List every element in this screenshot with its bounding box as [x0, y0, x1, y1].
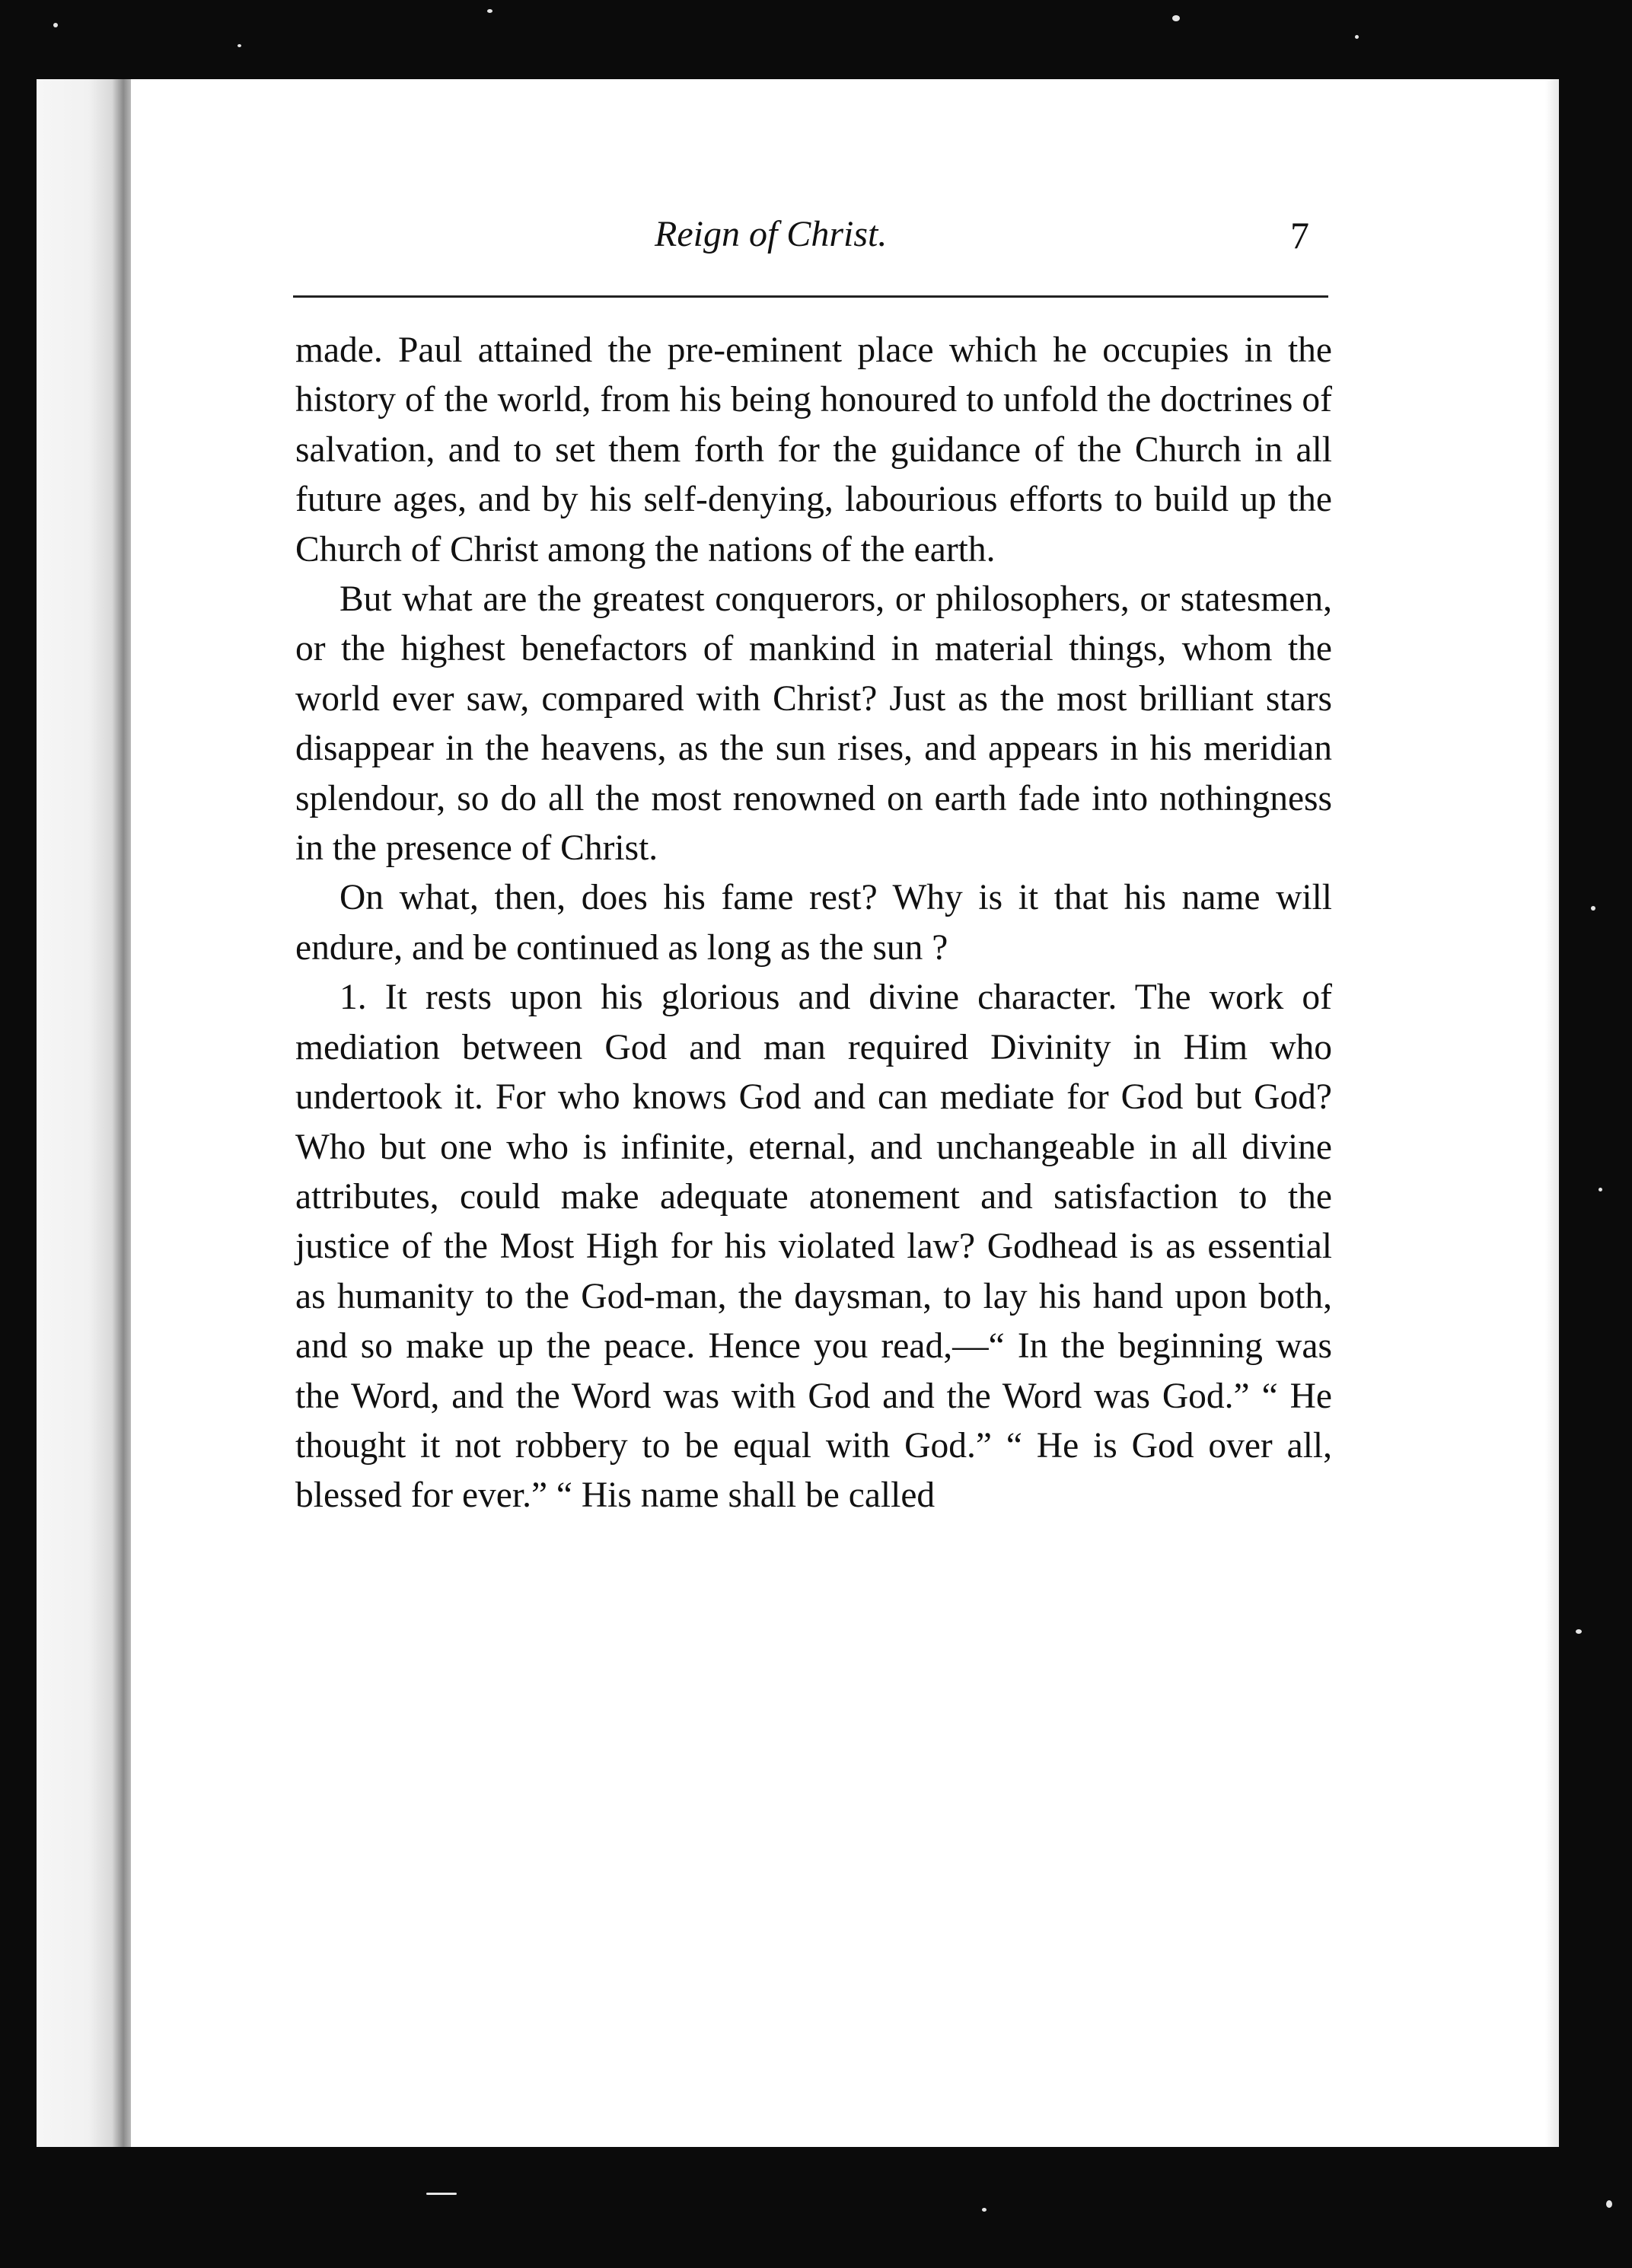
paragraph: But what are the greatest conquerors, or philosophers, or statesmen, or the highest benefactors of mankind in material things, whom the world ever saw, compared with Christ? Just as the most brilliant stars disappear in the heavens, as the sun rises, and appears in his meridian splendour, so do all the most renowned on earth fade into nothingness in the presence of Christ. — [295, 579, 1332, 869]
dust-speck — [53, 23, 58, 27]
dust-speck — [487, 9, 492, 13]
paragraph: made. Paul attained the pre-eminent place which he occupies in the history of the world, from his being honoured to unfold the doctrines of salvation, and to set them forth for the guidance of the Church in all future ages, and by his self-denying, labourious efforts to build up the Church of Christ among the nations of the earth. — [295, 330, 1332, 569]
dust-speck — [1599, 1188, 1602, 1191]
header-rule — [293, 295, 1328, 298]
dust-speck — [982, 2208, 987, 2212]
paragraph: On what, then, does his fame rest? Why is it that his name will endure, and be continued as long as the sun ? — [295, 878, 1332, 968]
running-title: Reign of Christ. — [655, 214, 888, 254]
dust-speck — [1606, 2200, 1612, 2208]
dust-speck — [1355, 35, 1359, 39]
page-header — [297, 213, 1332, 274]
dust-speck — [1172, 15, 1180, 21]
dust-speck — [237, 44, 241, 47]
body-text — [295, 326, 1332, 1521]
page-gutter-shadow — [37, 79, 131, 2147]
dust-speck — [1576, 1629, 1582, 1634]
page-edge — [1545, 79, 1559, 2147]
dust-speck — [426, 2193, 457, 2195]
paragraph: 1. It rests upon his glorious and divine character. The work of mediation between God and man required Divinity in Him who undertook it. For who knows God and can mediate for God but God? Who but one who is infinite, eternal, and unchangeable in all divine attributes, could make adequate atonement and satisfaction to the justice of the Most High for his violated law? Godhead is as essential as humanity to the God-man, the daysman, to lay his hand upon both, and so make up the peace. Hence you read,—“ In the beginning was the Word, and the Word was with God and the Word was God.” “ He thought it not robbery to be equal with God.” “ He is God over all, blessed for ever.” “ His name shall be called — [295, 978, 1332, 1516]
page-number: 7 — [1290, 214, 1309, 257]
dust-speck — [1591, 906, 1595, 911]
